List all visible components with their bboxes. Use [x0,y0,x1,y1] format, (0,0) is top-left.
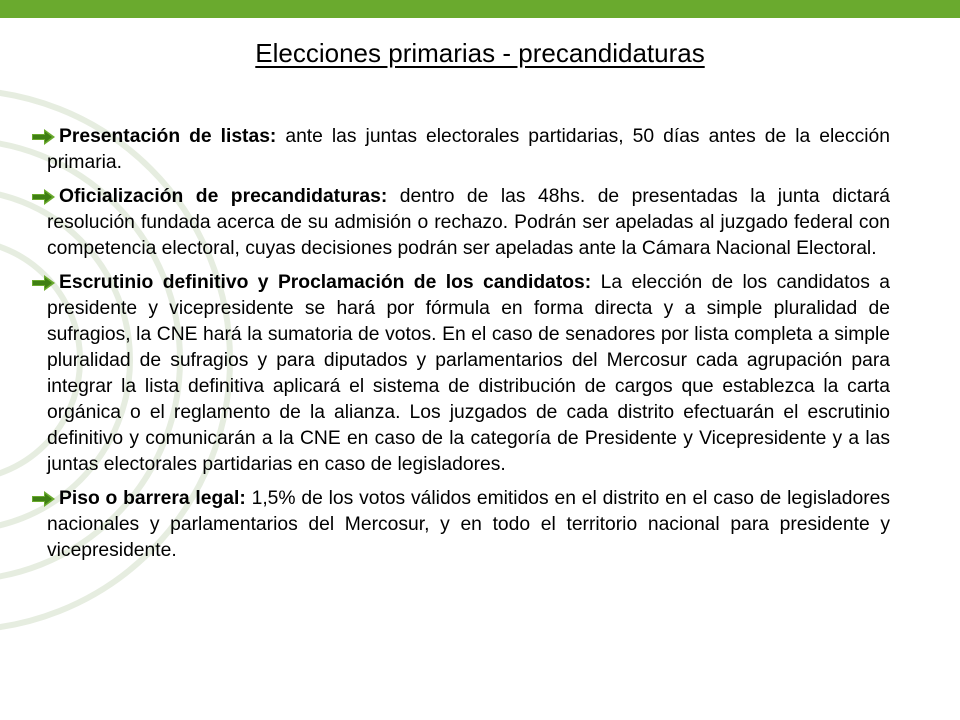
item-text: dentro de las 48hs. de presentadas la junta dictará resolución fundada acerca de su admisión o rechazo. Podrán ser apeladas al juzgado federal con competencia electoral, cuyas decisiones podrán ser apeladas ante la Cámara Nacional Electoral. [47,186,890,259]
arrow-right-icon [32,129,56,145]
item-text: ante las juntas electorales partidarias, 50 días antes de la elección primaria. [47,126,890,173]
item-heading: Escrutinio definitivo y Proclamación de los candidatos: [59,272,592,293]
item-heading: Presentación de listas: [59,126,277,147]
item-text: 1,5% de los votos válidos emitidos en el distrito en el caso de legisladores nacionales y parlamentarios del Mercosur, y en todo el territorio nacional para presidente y vicepresidente. [47,488,890,561]
item-heading: Oficialización de precandidaturas: [59,186,388,207]
bullet-list [32,124,890,572]
list-item [32,124,890,176]
list-item [32,184,890,262]
arrow-right-icon [32,275,56,291]
list-item [32,270,890,478]
list-item [32,486,890,564]
page-title: Elecciones primarias - precandidaturas [255,38,705,68]
arrow-right-icon [32,189,56,205]
item-heading: Piso o barrera legal: [59,488,246,509]
arrow-right-icon [32,491,56,507]
item-text: La elección de los candidatos a presidente y vicepresidente se hará por fórmula en forma directa y a simple pluralidad de sufragios, la CNE hará la sumatoria de votos. En el caso de senadores por lista completa a simple pluralidad de sufragios y para diputados y parlamentarios del Mercosur cada agrupación para integrar la lista definitiva aplicará el sistema de distribución de cargos que establezca la carta orgánica o el reglamento de la alianza. Los juzgados de cada distrito efectuarán el escrutinio definitivo y comunicarán a la CNE en caso de la categoría de Presidente y Vicepresidente y a las juntas electorales partidarias en caso de legisladores. [47,272,890,475]
